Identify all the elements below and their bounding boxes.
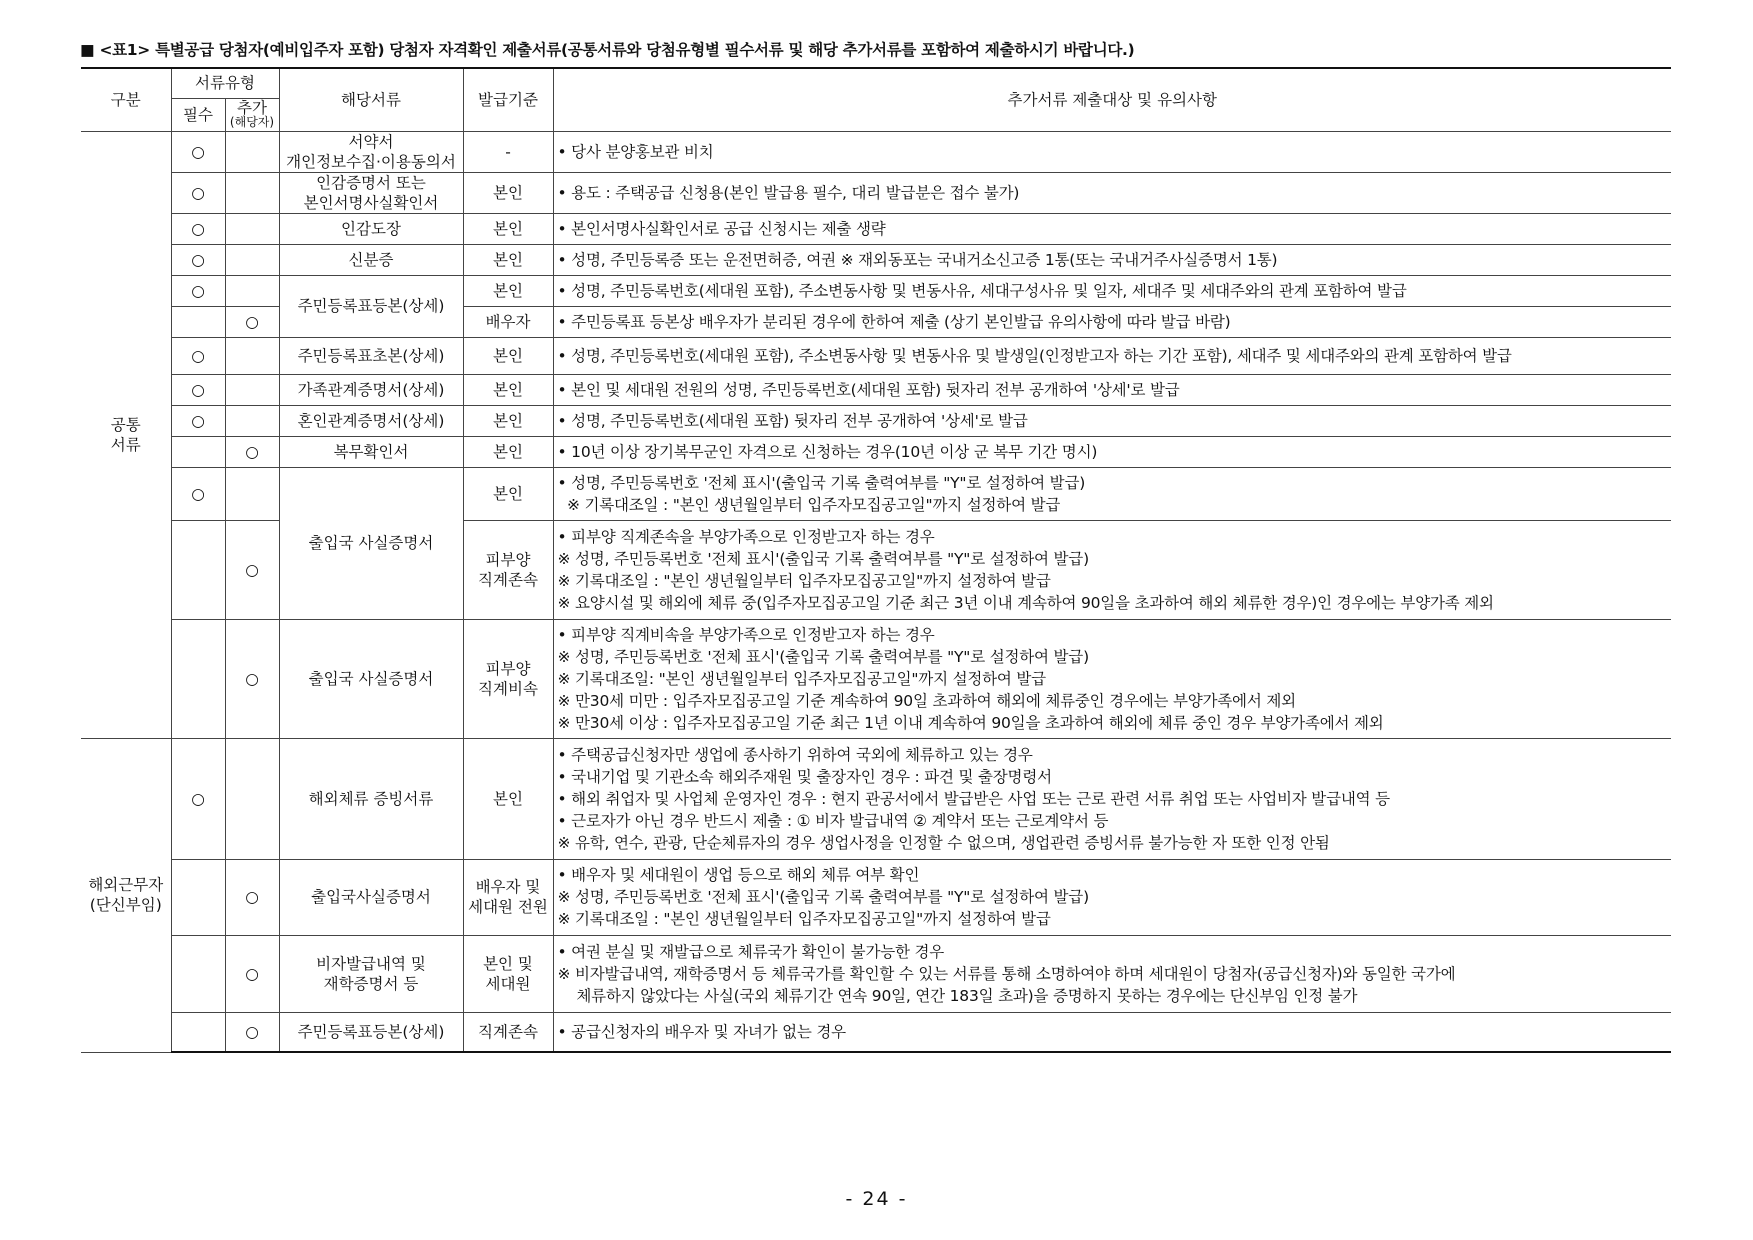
notes-cell — [553, 1012, 1671, 1052]
table-row — [81, 619, 1671, 738]
notes-cell — [553, 275, 1671, 306]
note-line: • 해외 취업자 및 사업체 운영자인 경우 : 현지 관공서에서 발급받은 사업 또는 근로 관련 서류 취업 또는 사업비자 발급내역 등 — [557, 789, 1390, 808]
document-name: 주민등록표등본(상세) — [279, 275, 463, 337]
additional-mark — [225, 337, 279, 374]
document-name: 혼인관계증명서(상세) — [279, 405, 463, 436]
document-name: 복무확인서 — [279, 436, 463, 467]
table-row — [81, 244, 1671, 275]
note-line: • 배우자 및 세대원이 생업 등으로 해외 체류 여부 확인 — [557, 866, 920, 884]
notes-cell — [553, 436, 1671, 467]
note-line: • 주택공급신청자만 생업에 종사하기 위하여 국외에 체류하고 있는 경우 — [557, 745, 1033, 764]
notes-cell — [553, 467, 1671, 520]
header-notes: 추가서류 제출대상 및 유의사항 — [553, 68, 1671, 131]
required-mark: ○ — [171, 738, 225, 859]
note-line: • 피부양 직계비속을 부양가족으로 인정받고자 하는 경우 — [557, 625, 935, 644]
note-line: ※ 기록대조일: "본인 생년월일부터 입주자모집공고일"까지 설정하여 발급 — [557, 669, 1046, 688]
table-row — [81, 337, 1671, 374]
table-row — [81, 467, 1671, 520]
document-name: 주민등록표등본(상세) — [279, 1012, 463, 1052]
note-line: ※ 만30세 미만 : 입주자모집공고일 기준 계속하여 90일 초과하여 해외에 체류중인 경우에는 부양가족에서 제외 — [557, 691, 1296, 710]
note-line: • 근로자가 아닌 경우 반드시 제출 : ① 비자 발급내역 ② 계약서 또는 근로계약서 등 — [557, 811, 1109, 830]
notes-cell — [553, 738, 1671, 859]
note-line: • 성명, 주민등록번호 '전체 표시'(출입국 기록 출력여부를 "Y"로 설정하여 발급) — [557, 473, 1086, 492]
required-mark: ○ — [171, 374, 225, 405]
table-row — [81, 405, 1671, 436]
notes-cell — [553, 619, 1671, 738]
note-line: ※ 성명, 주민등록번호 '전체 표시'(출입국 기록 출력여부를 "Y"로 설정하여 발급) — [557, 888, 1089, 906]
notes-cell — [553, 306, 1671, 337]
document-name: 서약서 개인정보수집·이용동의서 — [279, 131, 463, 172]
additional-mark — [225, 374, 279, 405]
notes-cell — [553, 859, 1671, 935]
issuer: 본인 — [463, 337, 553, 374]
header-required: 필수 — [171, 98, 225, 131]
table-row — [81, 374, 1671, 405]
document-name: 출입국 사실증명서 — [279, 619, 463, 738]
issuer: 피부양 직계비속 — [463, 619, 553, 738]
additional-mark: ○ — [225, 306, 279, 337]
note-line: ※ 요양시설 및 해외에 체류 중(입주자모집공고일 기준 최근 3년 이내 계속하여 90일을 초과하여 해외 체류한 경우)인 경우에는 부양가족 제외 — [557, 593, 1494, 612]
issuer: 본인 — [463, 738, 553, 859]
note-line: • 성명, 주민등록증 또는 운전면허증, 여권 ※ 재외동포는 국내거소신고증 1통(또는 국내거주사실증명서 1통) — [557, 250, 1278, 269]
note-line: • 성명, 주민등록번호(세대원 포함) 뒷자리 전부 공개하여 '상세'로 발급 — [557, 411, 1028, 430]
header-doc-type: 서류유형 — [171, 68, 279, 98]
required-mark — [171, 619, 225, 738]
category-common: 공통 서류 — [81, 131, 171, 738]
notes-cell — [553, 172, 1671, 213]
required-mark — [171, 859, 225, 935]
note-line: • 주민등록표 등본상 배우자가 분리된 경우에 한하여 제출 (상기 본인발급 유의사항에 따라 발급 바람) — [557, 312, 1231, 331]
notes-cell — [553, 374, 1671, 405]
document-name: 출입국 사실증명서 — [279, 467, 463, 619]
additional-mark: ○ — [225, 859, 279, 935]
issuer: 본인 — [463, 275, 553, 306]
required-mark: ○ — [171, 405, 225, 436]
table-row — [81, 172, 1671, 213]
issuer: 피부양 직계존속 — [463, 520, 553, 619]
header-category: 구분 — [81, 68, 171, 131]
issuer: 본인 — [463, 213, 553, 244]
required-mark: ○ — [171, 467, 225, 520]
document-name: 해외체류 증빙서류 — [279, 738, 463, 859]
issuer: 본인 — [463, 405, 553, 436]
required-mark — [171, 935, 225, 1012]
note-line: • 당사 분양홍보관 비치 — [557, 142, 714, 161]
note-line: • 국내기업 및 기관소속 해외주재원 및 출장자인 경우 : 파견 및 출장명령서 — [557, 767, 1052, 786]
document-name: 인감도장 — [279, 213, 463, 244]
documents-table — [81, 67, 1671, 1053]
note-line: • 본인 및 세대원 전원의 성명, 주민등록번호(세대원 포함) 뒷자리 전부 공개하여 '상세'로 발급 — [557, 380, 1180, 399]
additional-mark — [225, 244, 279, 275]
table-row — [81, 859, 1671, 935]
document-name: 가족관계증명서(상세) — [279, 374, 463, 405]
additional-mark — [225, 467, 279, 520]
note-line: • 공급신청자의 배우자 및 자녀가 없는 경우 — [557, 1022, 846, 1041]
category-overseas: 해외근무자 (단신부임) — [81, 738, 171, 1052]
additional-mark: ○ — [225, 520, 279, 619]
required-mark: ○ — [171, 131, 225, 172]
note-line: ※ 유학, 연수, 관광, 단순체류자의 경우 생업사정을 인정할 수 없으며, 생업관련 증빙서류 불가능한 자 또한 인정 안됨 — [557, 833, 1330, 852]
document-name: 주민등록표초본(상세) — [279, 337, 463, 374]
note-line: • 10년 이상 장기복무군인 자격으로 신청하는 경우(10년 이상 군 복무 기간 명시) — [557, 442, 1098, 461]
note-line: ※ 기록대조일 : "본인 생년월일부터 입주자모집공고일"까지 설정하여 발급 — [557, 495, 1061, 514]
required-mark — [171, 520, 225, 619]
table-row — [81, 275, 1671, 306]
issuer: 배우자 및 세대원 전원 — [463, 859, 553, 935]
note-line: 체류하지 않았다는 사실(국외 체류기간 연속 90일, 연간 183일 초과)을 증명하지 못하는 경우에는 단신부임 인정 불가 — [557, 986, 1358, 1005]
additional-mark: ○ — [225, 436, 279, 467]
issuer: 본인 — [463, 244, 553, 275]
issuer: 본인 — [463, 467, 553, 520]
required-mark: ○ — [171, 244, 225, 275]
notes-cell — [553, 131, 1671, 172]
note-line: • 용도 : 주택공급 신청용(본인 발급용 필수, 대리 발급분은 접수 불가) — [557, 183, 1020, 202]
page-number: - 24 - — [845, 1188, 908, 1210]
issuer: 직계존속 — [463, 1012, 553, 1052]
issuer: - — [463, 131, 553, 172]
additional-mark — [225, 275, 279, 306]
issuer: 본인 및 세대원 — [463, 935, 553, 1012]
header-document: 해당서류 — [279, 68, 463, 131]
header-additional: 추가 (해당자) — [225, 98, 279, 131]
note-line: • 본인서명사실확인서로 공급 신청시는 제출 생략 — [557, 219, 886, 238]
document-name: 인감증명서 또는 본인서명사실확인서 — [279, 172, 463, 213]
note-line: • 피부양 직계존속을 부양가족으로 인정받고자 하는 경우 — [557, 527, 935, 546]
notes-cell — [553, 405, 1671, 436]
additional-mark: ○ — [225, 1012, 279, 1052]
required-mark: ○ — [171, 172, 225, 213]
table-row — [81, 436, 1671, 467]
required-mark — [171, 1012, 225, 1052]
note-line: • 성명, 주민등록번호(세대원 포함), 주소변동사항 및 변동사유, 세대구성사유 및 일자, 세대주 및 세대주와의 관계 포함하여 발급 — [557, 281, 1407, 300]
additional-mark — [225, 405, 279, 436]
additional-mark: ○ — [225, 619, 279, 738]
header-issuer: 발급기준 — [463, 68, 553, 131]
table-row — [81, 131, 1671, 172]
issuer: 본인 — [463, 172, 553, 213]
notes-cell — [553, 520, 1671, 619]
table-row — [81, 738, 1671, 859]
note-line: ※ 성명, 주민등록번호 '전체 표시'(출입국 기록 출력여부를 "Y"로 설정하여 발급) — [557, 549, 1089, 568]
issuer: 본인 — [463, 374, 553, 405]
issuer: 배우자 — [463, 306, 553, 337]
note-line: ※ 기록대조일 : "본인 생년월일부터 입주자모집공고일"까지 설정하여 발급 — [557, 571, 1051, 590]
note-line: • 성명, 주민등록번호(세대원 포함), 주소변동사항 및 변동사유 및 발생일(인정받고자 하는 기간 포함), 세대주 및 세대주와의 관계 포함하여 발급 — [557, 346, 1512, 365]
document-name: 비자발급내역 및 재학증명서 등 — [279, 935, 463, 1012]
table-row — [81, 1012, 1671, 1052]
additional-mark — [225, 213, 279, 244]
note-line: ※ 성명, 주민등록번호 '전체 표시'(출입국 기록 출력여부를 "Y"로 설정하여 발급) — [557, 647, 1089, 666]
required-mark: ○ — [171, 275, 225, 306]
additional-mark — [225, 131, 279, 172]
document-name: 출입국사실증명서 — [279, 859, 463, 935]
note-line: ※ 비자발급내역, 재학증명서 등 체류국가를 확인할 수 있는 서류를 통해 소명하여야 하며 세대원이 당첨자(공급신청자)와 동일한 국가에 — [557, 964, 1456, 983]
notes-cell — [553, 935, 1671, 1012]
table-row — [81, 935, 1671, 1012]
additional-mark: ○ — [225, 935, 279, 1012]
required-mark: ○ — [171, 213, 225, 244]
notes-cell — [553, 213, 1671, 244]
additional-mark — [225, 738, 279, 859]
required-mark — [171, 306, 225, 337]
table-caption: ■ <표1> 특별공급 당첨자(예비입주자 포함) 당첨자 자격확인 제출서류(공통서류와 당첨유형별 필수서류 및 해당 추가서류를 포함하여 제출하시기 바랍니다.) — [80, 41, 1135, 59]
note-line: ※ 만30세 이상 : 입주자모집공고일 기준 최근 1년 이내 계속하여 90일을 초과하여 해외에 체류 중인 경우 부양가족에서 제외 — [557, 713, 1384, 732]
required-mark: ○ — [171, 337, 225, 374]
issuer: 본인 — [463, 436, 553, 467]
note-line: ※ 기록대조일 : "본인 생년월일부터 입주자모집공고일"까지 설정하여 발급 — [557, 910, 1051, 928]
notes-cell — [553, 244, 1671, 275]
notes-cell — [553, 337, 1671, 374]
additional-mark — [225, 172, 279, 213]
table-row — [81, 213, 1671, 244]
required-mark — [171, 436, 225, 467]
note-line: • 여권 분실 및 재발급으로 체류국가 확인이 불가능한 경우 — [557, 942, 945, 961]
table-body — [81, 131, 1671, 1052]
document-name: 신분증 — [279, 244, 463, 275]
